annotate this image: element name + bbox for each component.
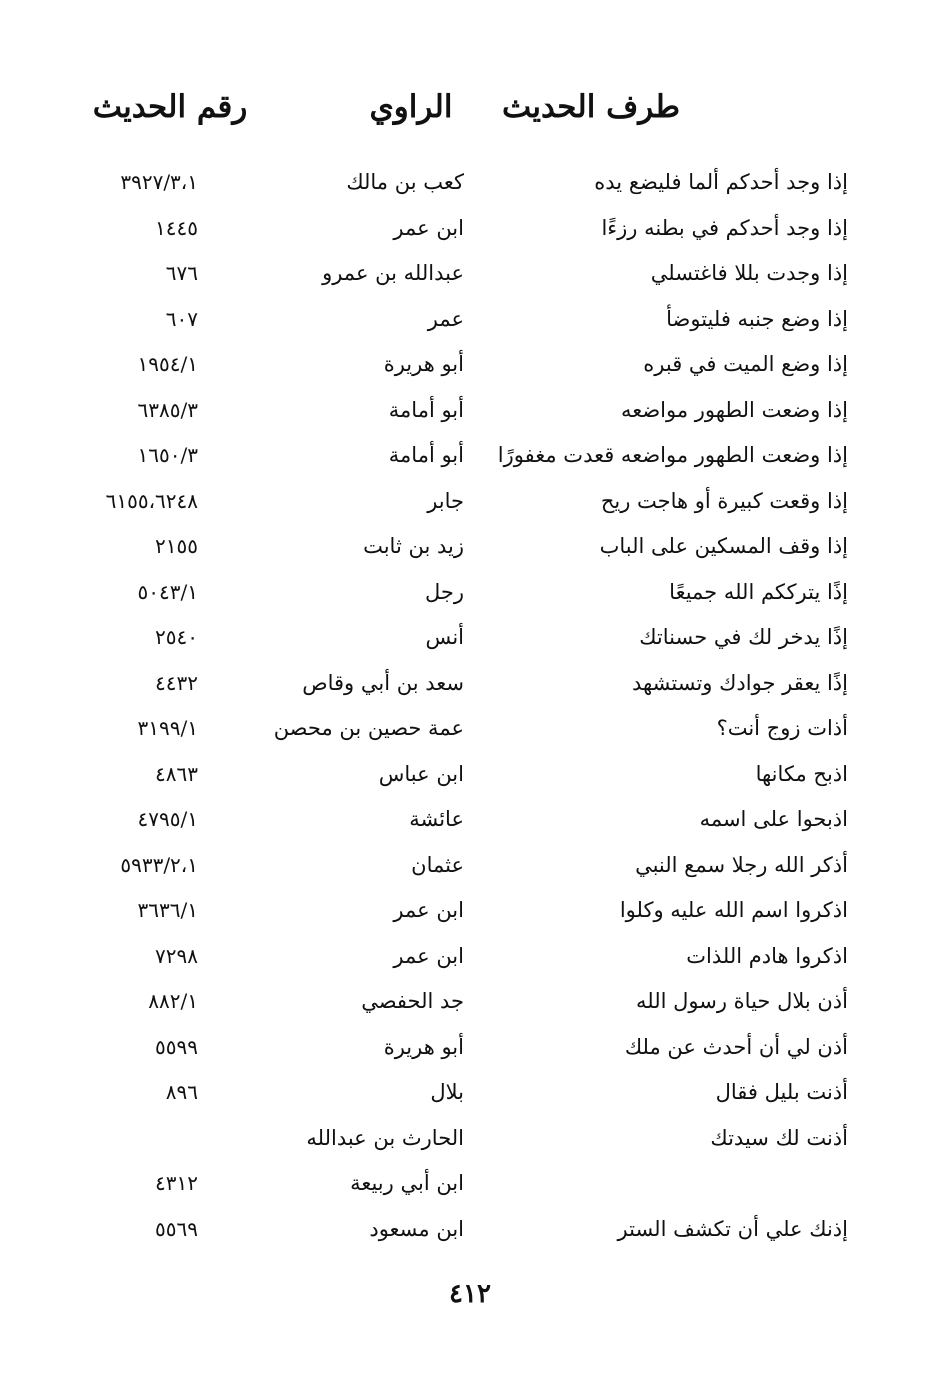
narrator-name: ابن مسعود [369,1216,464,1241]
narrator-name: جابر [427,488,464,513]
narrator-name: ابن عمر [393,898,464,922]
narrator-name: ابن أبي ربيعة [350,1171,464,1195]
hadith-phrase: إذًا يدخر لك في حسناتك [639,625,848,649]
hadith-number: ٦٠٧ [165,306,198,331]
narrator-name: أبو هريرة [383,1034,464,1059]
hadith-phrase: اذبح مكانها [755,761,848,786]
narrator-name: رجل [424,579,464,604]
narrator-name: بلال [430,1080,464,1104]
narrator-name: سعد بن أبي وقاص [302,670,464,695]
hadith-phrase: إذا وضعت الطهور مواضعه [620,397,848,422]
table-row [0,160,940,206]
hadith-phrase: إذا وجد أحدكم في بطنه رزءًا [601,215,848,240]
hadith-phrase: إذا وضع الميت في قبره [643,352,848,376]
hadith-number: ٥٥٩٩ [155,1034,198,1059]
narrator-name: أنس [425,625,464,649]
hadith-phrase: إذنك علي أن تكشف الستر [617,1216,848,1241]
hadith-phrase: إذا وضع جنبه فليتوضأ [666,306,848,331]
table-row [0,934,940,980]
hadith-phrase: إذا وقف المسكين على الباب [599,534,848,558]
hadith-phrase: إذًا يترككم الله جميعًا [669,579,848,604]
hadith-number: ٥٥٦٩ [155,1216,198,1241]
table-row [0,1207,940,1253]
hadith-number: ٨٩٦ [165,1080,198,1104]
table-row [0,615,940,661]
table-row [0,570,940,616]
table-row [0,706,940,752]
table-row [0,433,940,479]
table-row [0,524,940,570]
hadith-phrase: أذن لي أن أحدث عن ملك [624,1034,848,1059]
narrator-name: ابن عمر [393,943,464,968]
table-row [0,206,940,252]
hadith-phrase: أذن بلال حياة رسول الله [636,989,848,1013]
narrator-name: ابن عباس [378,761,464,786]
hadith-phrase: اذكروا اسم الله عليه وكلوا [619,898,848,922]
hadith-number: ٢١٥٥ [155,534,198,558]
table-row [0,661,940,707]
narrator-name: جد الحفصي [361,989,464,1013]
table-row [0,1025,940,1071]
table-row [0,342,940,388]
page-number: ٤١٢ [449,1279,491,1309]
table-row [0,1116,940,1162]
narrator-name: زيد بن ثابت [363,534,464,558]
hadith-number: ٣٩٢٧/٣،١ [120,170,198,194]
table-row [0,752,940,798]
hadith-number: ١٦٥٠/٣ [137,443,198,467]
hadith-phrase: أذنت لك سيدتك [710,1125,848,1150]
hadith-phrase: أذنت بليل فقال [715,1080,848,1104]
table-row [0,251,940,297]
table-row [0,843,940,889]
hadith-number: ١٤٤٥ [155,215,198,240]
hadith-phrase: أذكر الله رجلا سمع النبي [635,852,848,877]
narrator-name: أبو أمامة [388,443,464,467]
hadith-phrase: اذبحوا على اسمه [699,807,848,831]
hadith-number: ٥٠٤٣/١ [137,579,198,604]
narrator-name: عبدالله بن عمرو [322,261,464,285]
header-hadith-phrase: طرف الحديث [501,89,681,125]
header-hadith-number: رقم الحديث [92,89,248,125]
narrator-name: أبو هريرة [383,352,464,376]
hadith-number: ٣١٩٩/١ [137,716,198,740]
hadith-phrase: اذكروا هادم اللذات [686,943,848,968]
table-row [0,979,940,1025]
hadith-number: ١٩٥٤/١ [137,352,198,376]
table-row [0,479,940,525]
narrator-name: عمة حصين بن محصن [273,716,464,740]
hadith-number: ٦١٥٥،٦٢٤٨ [105,488,198,513]
hadith-phrase: إذا وجدت بللا فاغتسلي [650,261,848,285]
header-narrator: الراوي [369,89,453,125]
narrator-name: كعب بن مالك [346,170,464,194]
narrator-name: ابن عمر [393,215,464,240]
narrator-name: عثمان [411,852,464,877]
hadith-number: ٢٥٤٠ [155,625,198,649]
table-row [0,388,940,434]
narrator-name: عمر [427,306,464,331]
hadith-number: ٤٣١٢ [155,1171,198,1195]
narrator-name: أبو أمامة [388,397,464,422]
table-row [0,1161,940,1207]
hadith-phrase: إذا وضعت الطهور مواضعه قعدت مغفورًا [497,443,848,467]
hadith-number: ٤٧٩٥/١ [137,807,198,831]
hadith-number: ٦٣٨٥/٣ [137,397,198,422]
hadith-number: ٤٤٣٢ [155,670,198,695]
hadith-number: ٤٨٦٣ [155,761,198,786]
table-row [0,297,940,343]
hadith-number: ٨٨٢/١ [148,989,198,1013]
hadith-phrase: إذا وقعت كبيرة أو هاجت ريح [600,488,848,513]
table-row [0,888,940,934]
table-row [0,1070,940,1116]
hadith-number: ٦٧٦ [165,261,198,285]
table-row [0,797,940,843]
index-table [0,160,940,1252]
hadith-number: ٣٦٣٦/١ [137,898,198,922]
hadith-number: ٥٩٣٣/٢،١ [120,852,198,877]
hadith-number: ٧٢٩٨ [155,943,198,968]
narrator-name: عائشة [409,807,464,831]
hadith-phrase: أذات زوج أنت؟ [716,716,848,740]
narrator-name: الحارث بن عبدالله [306,1125,464,1150]
hadith-phrase: إذًا يعقر جوادك وتستشهد [631,670,848,695]
hadith-phrase: إذا وجد أحدكم ألما فليضع يده [594,170,848,194]
